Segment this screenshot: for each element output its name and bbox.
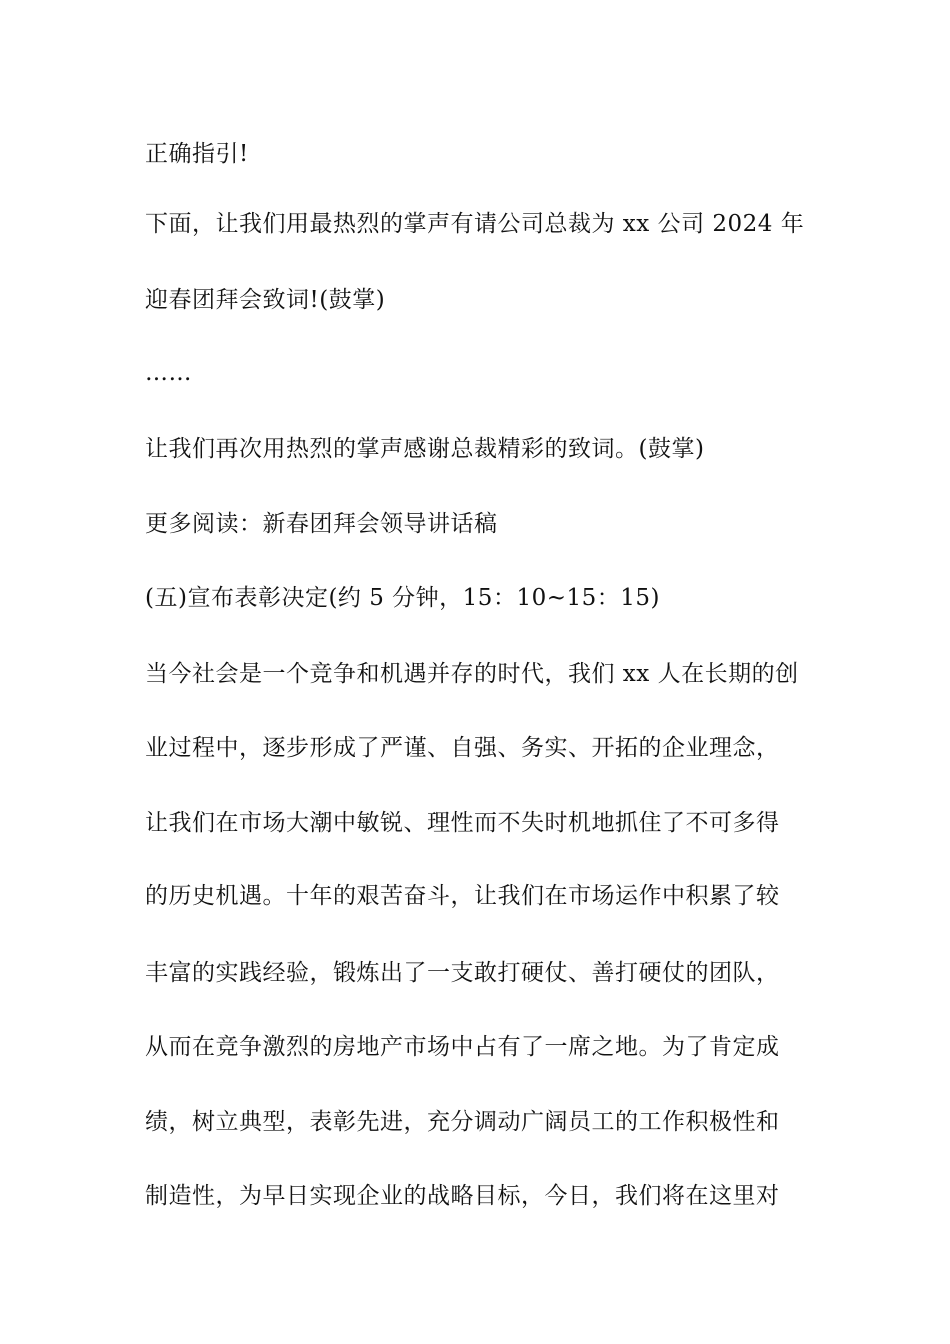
text-line: (五)宣布表彰决定(约 5 分钟，15：10~15：15) <box>145 585 660 611</box>
text-line: 正确指引! <box>145 141 249 167</box>
text-line: 让我们再次用热烈的掌声感谢总裁精彩的致词。(鼓掌) <box>145 436 705 462</box>
text-line: 下面，让我们用最热烈的掌声有请公司总裁为 xx 公司 2024 年 <box>145 211 805 237</box>
text-line: 业过程中，逐步形成了严谨、自强、务实、开拓的企业理念， <box>145 735 780 761</box>
text-line: 让我们在市场大潮中敏锐、理性而不失时机地抓住了不可多得 <box>145 810 780 836</box>
text-line: 丰富的实践经验，锻炼出了一支敢打硬仗、善打硬仗的团队， <box>145 960 780 986</box>
text-line: 的历史机遇。十年的艰苦奋斗，让我们在市场运作中积累了较 <box>145 883 780 909</box>
text-line: 更多阅读：新春团拜会领导讲话稿 <box>145 511 498 537</box>
text-line: 当今社会是一个竞争和机遇并存的时代，我们 xx 人在长期的创 <box>145 661 799 687</box>
text-line: 绩，树立典型，表彰先进，充分调动广阔员工的工作积极性和 <box>145 1109 780 1135</box>
text-line: …… <box>145 360 192 386</box>
text-line: 迎春团拜会致词!(鼓掌) <box>145 287 386 313</box>
text-line: 从而在竞争激烈的房地产市场中占有了一席之地。为了肯定成 <box>145 1034 780 1060</box>
text-line: 制造性，为早日实现企业的战略目标，今日，我们将在这里对 <box>145 1183 780 1209</box>
